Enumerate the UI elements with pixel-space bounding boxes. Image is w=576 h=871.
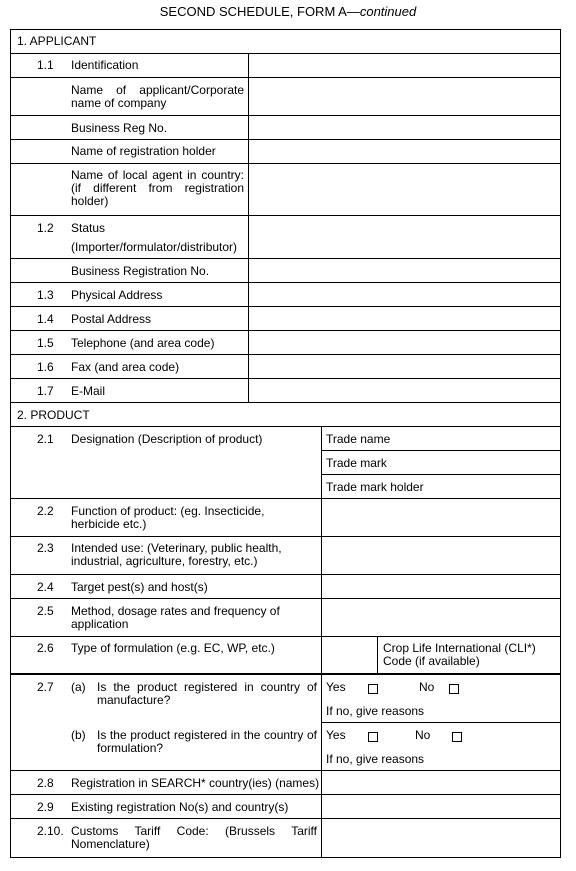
application-form-table xyxy=(10,29,561,858)
row-target-pest: 2.4 Target pest(s) and host(s) xyxy=(11,575,560,599)
row-email: 1.7 E-Mail xyxy=(11,379,560,403)
row-registration-status: 2.7 (a) Is the product registered in country of manufacture? (b) Is the product registered in the country of formulation? Yes No If no, give reasons Yes No If no, give reasons xyxy=(11,675,560,771)
name-of-applicant-field[interactable] xyxy=(249,78,560,115)
section-applicant-header: 1. APPLICANT xyxy=(11,30,560,54)
checkbox-yes-a[interactable] xyxy=(368,684,378,694)
identification-field[interactable] xyxy=(249,54,560,77)
row-function: 2.2 Function of product: (eg. Insecticide, herbicide etc.) xyxy=(11,499,560,537)
row-physical-address: 1.3 Physical Address xyxy=(11,283,560,307)
section-product-header: 2. PRODUCT xyxy=(11,403,560,427)
checkbox-no-a[interactable] xyxy=(449,684,459,694)
if-no-reasons-b: If no, give reasons xyxy=(326,752,425,766)
method-field[interactable] xyxy=(322,599,560,636)
row-fax: 1.6 Fax (and area code) xyxy=(11,355,560,379)
if-no-reasons-a: If no, give reasons xyxy=(326,704,425,718)
checkbox-yes-b[interactable] xyxy=(368,732,378,742)
existing-registration-field[interactable] xyxy=(322,795,560,818)
row-designation: 2.1 Designation (Description of product) Trade name Trade mark Trade mark holder xyxy=(11,427,560,499)
trade-mark-label: Trade mark xyxy=(326,456,387,470)
status-field[interactable] xyxy=(249,216,560,258)
row-business-reg-no: Business Reg No. xyxy=(11,115,560,140)
trade-mark-holder-label: Trade mark holder xyxy=(326,480,424,494)
no-label-b: No xyxy=(415,728,431,742)
no-label-a: No xyxy=(419,680,435,694)
business-registration-field[interactable] xyxy=(249,259,560,282)
row-formulation: 2.6 Type of formulation (e.g. EC, WP, etc.) Crop Life International (CLI*) Code (if available) xyxy=(11,637,560,675)
row-intended-use: 2.3 Intended use: (Veterinary, public health, industrial, agriculture, forestry, etc.) xyxy=(11,537,560,575)
email-field[interactable] xyxy=(249,379,560,402)
row-local-agent: Name of local agent in country: (if different from registration holder) xyxy=(11,164,560,216)
local-agent-field[interactable] xyxy=(249,164,560,215)
row-business-registration-no: Business Registration No. xyxy=(11,259,560,283)
trade-name-label: Trade name xyxy=(326,432,391,446)
search-registration-field[interactable] xyxy=(322,771,560,794)
row-customs-tariff: 2.10. Customs Tariff Code: (Brussels Tariff Nomenclature) xyxy=(11,819,560,857)
intended-use-field[interactable] xyxy=(322,537,560,574)
business-reg-no-field[interactable] xyxy=(249,116,560,139)
page-title: SECOND SCHEDULE, FORM A—continued xyxy=(159,4,417,19)
registration-holder-field[interactable] xyxy=(249,140,560,163)
row-identification: 1.1 Identification xyxy=(11,54,560,78)
function-field[interactable] xyxy=(322,499,560,536)
fax-field[interactable] xyxy=(249,355,560,378)
cli-code-label: Crop Life International (CLI*) Code (if available) xyxy=(383,641,536,668)
row-method: 2.5 Method, dosage rates and frequency of application xyxy=(11,599,560,637)
row-telephone: 1.5 Telephone (and area code) xyxy=(11,331,560,355)
row-search-registration: 2.8 Registration in SEARCH* country(ies) (names) xyxy=(11,771,560,795)
row-name-of-applicant: Name of applicant/Corporate name of company xyxy=(11,78,560,116)
postal-address-field[interactable] xyxy=(249,307,560,330)
row-existing-registration: 2.9 Existing registration No(s) and country(s) xyxy=(11,795,560,819)
telephone-field[interactable] xyxy=(249,331,560,354)
target-pest-field[interactable] xyxy=(322,575,560,598)
physical-address-field[interactable] xyxy=(249,283,560,306)
yes-label-b: Yes xyxy=(326,728,346,742)
yes-label-a: Yes xyxy=(326,680,346,694)
formulation-field[interactable] xyxy=(322,637,377,673)
checkbox-no-b[interactable] xyxy=(452,732,462,742)
row-postal-address: 1.4 Postal Address xyxy=(11,307,560,331)
customs-tariff-field[interactable] xyxy=(322,819,560,857)
row-status: 1.2 Status (Importer/formulator/distributor) xyxy=(11,216,560,259)
row-name-of-registration-holder: Name of registration holder xyxy=(11,140,560,164)
